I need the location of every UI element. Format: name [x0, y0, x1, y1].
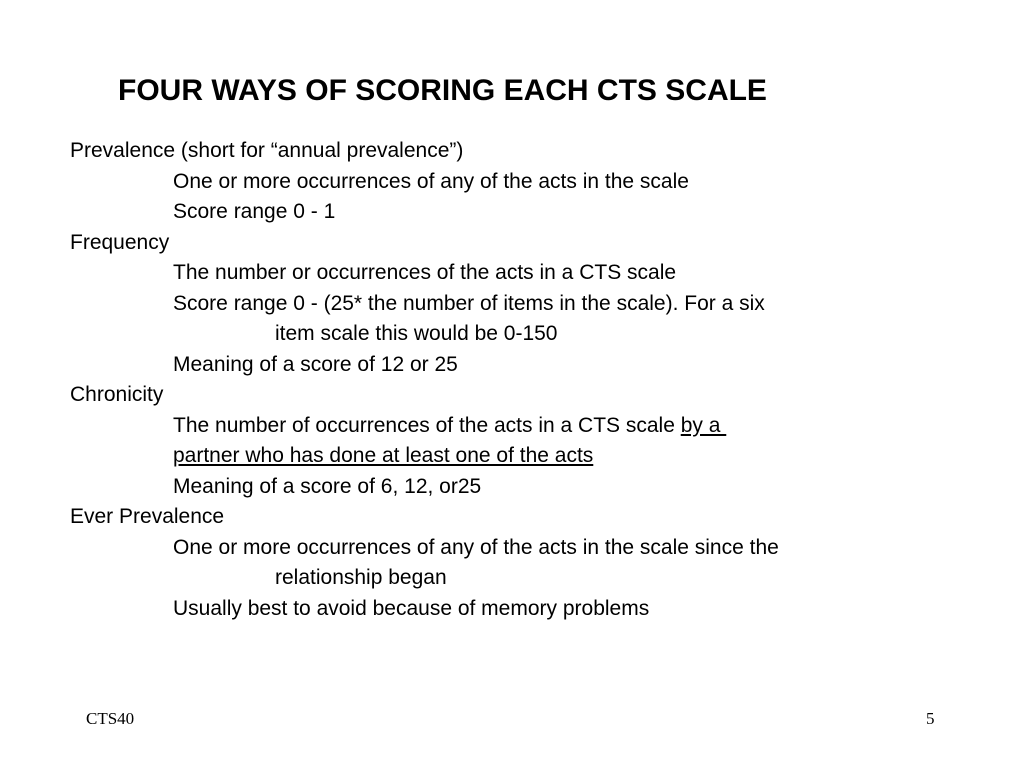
underlined-phrase: by a: [680, 413, 727, 437]
section-heading-chronicity: Chronicity: [70, 383, 164, 406]
bullet-text: One or more occurrences of any of the acts in the scale since the: [173, 535, 779, 559]
section-heading-prevalence: Prevalence (short for “annual prevalence”): [70, 139, 464, 162]
slide-title: FOUR WAYS OF SCORING EACH CTS SCALE: [118, 74, 767, 107]
bullet-text: [70, 411, 970, 442]
page-number: 5: [926, 709, 935, 728]
bullet-text-continuation: relationship began: [275, 566, 447, 589]
slide-body: [70, 136, 970, 624]
bullet-text: [70, 441, 970, 472]
footer-label: CTS40: [86, 709, 135, 728]
section-heading-frequency: Frequency: [70, 230, 170, 254]
bullet-text-plain: The number of occurrences of the acts in a CTS scale: [173, 413, 681, 437]
bullet-text: The number or occurrences of the acts in a CTS scale: [173, 261, 677, 284]
bullet-text: Usually best to avoid because of memory problems: [173, 596, 650, 620]
section-heading-ever-prevalence: Ever Prevalence: [70, 505, 225, 528]
bullet-text: Score range 0 - (25* the number of items in the scale). For a six: [173, 291, 765, 315]
bullet-text: One or more occurrences of any of the acts in the scale: [173, 169, 689, 193]
bullet-text-continuation: item scale this would be 0-150: [275, 322, 558, 345]
underlined-phrase: partner who has done at least one of the acts: [173, 444, 594, 467]
bullet-text: Meaning of a score of 12 or 25: [173, 352, 458, 376]
bullet-text: Score range 0 - 1: [173, 200, 336, 223]
bullet-text: Meaning of a score of 6, 12, or25: [173, 474, 482, 498]
